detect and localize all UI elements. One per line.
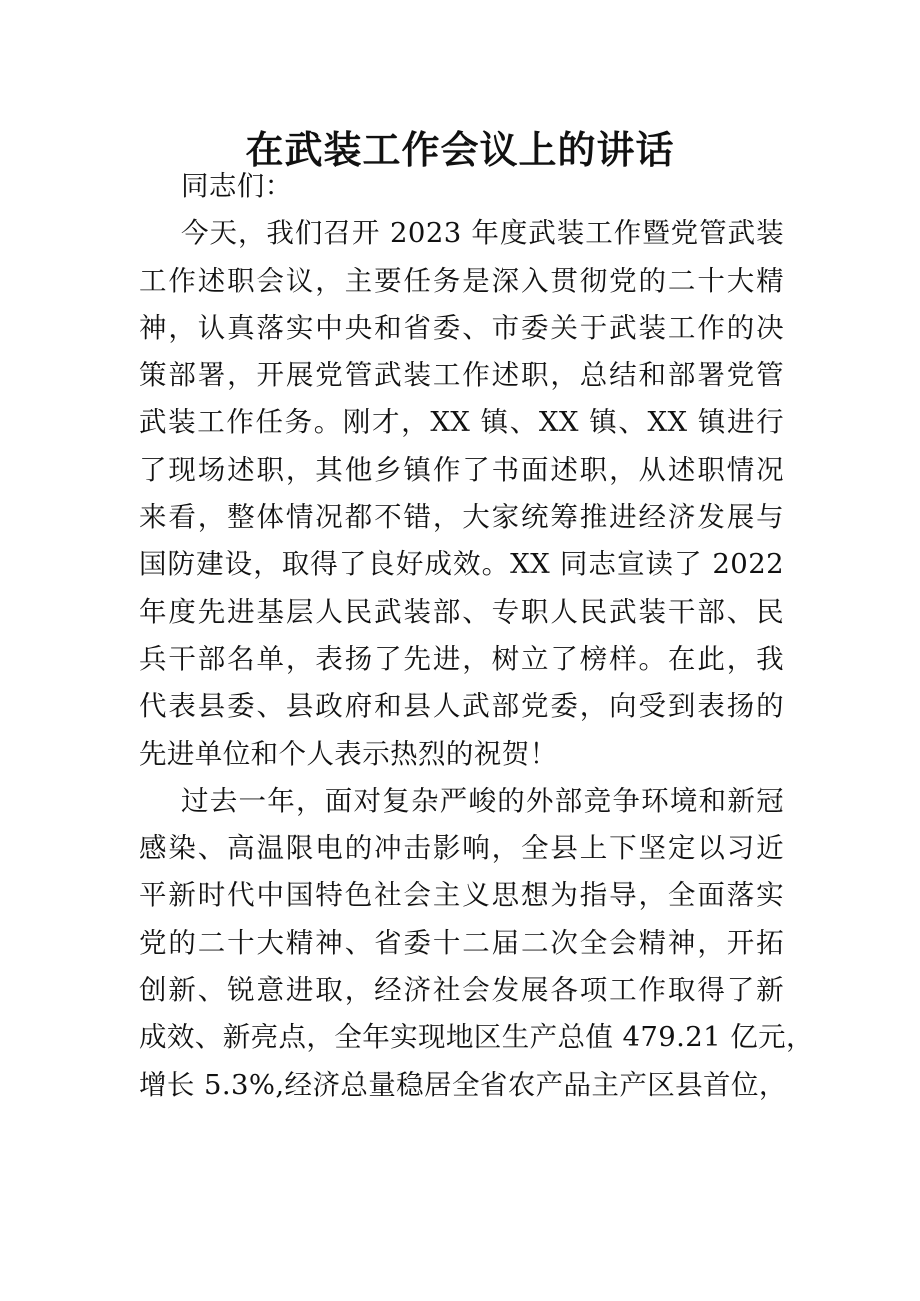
paragraph-2-line-7: 增长 5.3%,经济总量稳居全省农产品主产区县首位， (139, 1068, 787, 1101)
paragraph-2-line-2: 感染、高温限电的冲击影响，全县上下坚定以习近 (139, 832, 784, 865)
paragraph-1-line-1: 今天，我们召开 2023 年度武装工作暨党管武装 (181, 217, 784, 250)
paragraph-2-line-3: 平新时代中国特色社会主义思想为指导，全面落实 (139, 879, 784, 912)
paragraph-1-line-5: 武装工作任务。刚才，XX 镇、XX 镇、XX 镇进行 (139, 406, 784, 439)
paragraph-2-line-6: 成效、新亮点，全年实现地区生产总值 479.21 亿元， (139, 1021, 814, 1054)
paragraph-1-line-9: 年度先进基层人民武装部、专职人民武装干部、民 (139, 595, 784, 628)
paragraph-1-line-8: 国防建设，取得了良好成效。XX 同志宣读了 2022 (139, 548, 784, 581)
document-body (139, 163, 814, 1109)
salutation: 同志们： (181, 170, 293, 202)
paragraph-2-line-5: 创新、锐意进取，经济社会发展各项工作取得了新 (139, 974, 784, 1007)
paragraph-1-line-12: 先进单位和个人表示热烈的祝贺！ (139, 737, 558, 770)
paragraph-1-line-4: 策部署，开展党管武装工作述职，总结和部署党管 (139, 359, 784, 392)
paragraph-1-line-2: 工作述职会议，主要任务是深入贯彻党的二十大精 (139, 264, 784, 297)
paragraph-1-line-7: 来看，整体情况都不错，大家统筹推进经济发展与 (139, 501, 784, 534)
paragraph-1-line-3: 神，认真落实中央和省委、市委关于武装工作的决 (139, 311, 784, 344)
paragraph-1-line-11: 代表县委、县政府和县人武部党委，向受到表扬的 (139, 690, 784, 723)
paragraph-2-line-1: 过去一年，面对复杂严峻的外部竞争环境和新冠 (181, 784, 784, 817)
paragraph-1-line-6: 了现场述职，其他乡镇作了书面述职，从述职情况 (139, 453, 784, 486)
document-title: 在武装工作会议上的讲话 (245, 128, 675, 172)
paragraph-1-line-10: 兵干部名单，表扬了先进，树立了榜样。在此，我 (139, 642, 784, 675)
paragraph-2-line-4: 党的二十大精神、省委十二届二次全会精神，开拓 (139, 926, 784, 959)
